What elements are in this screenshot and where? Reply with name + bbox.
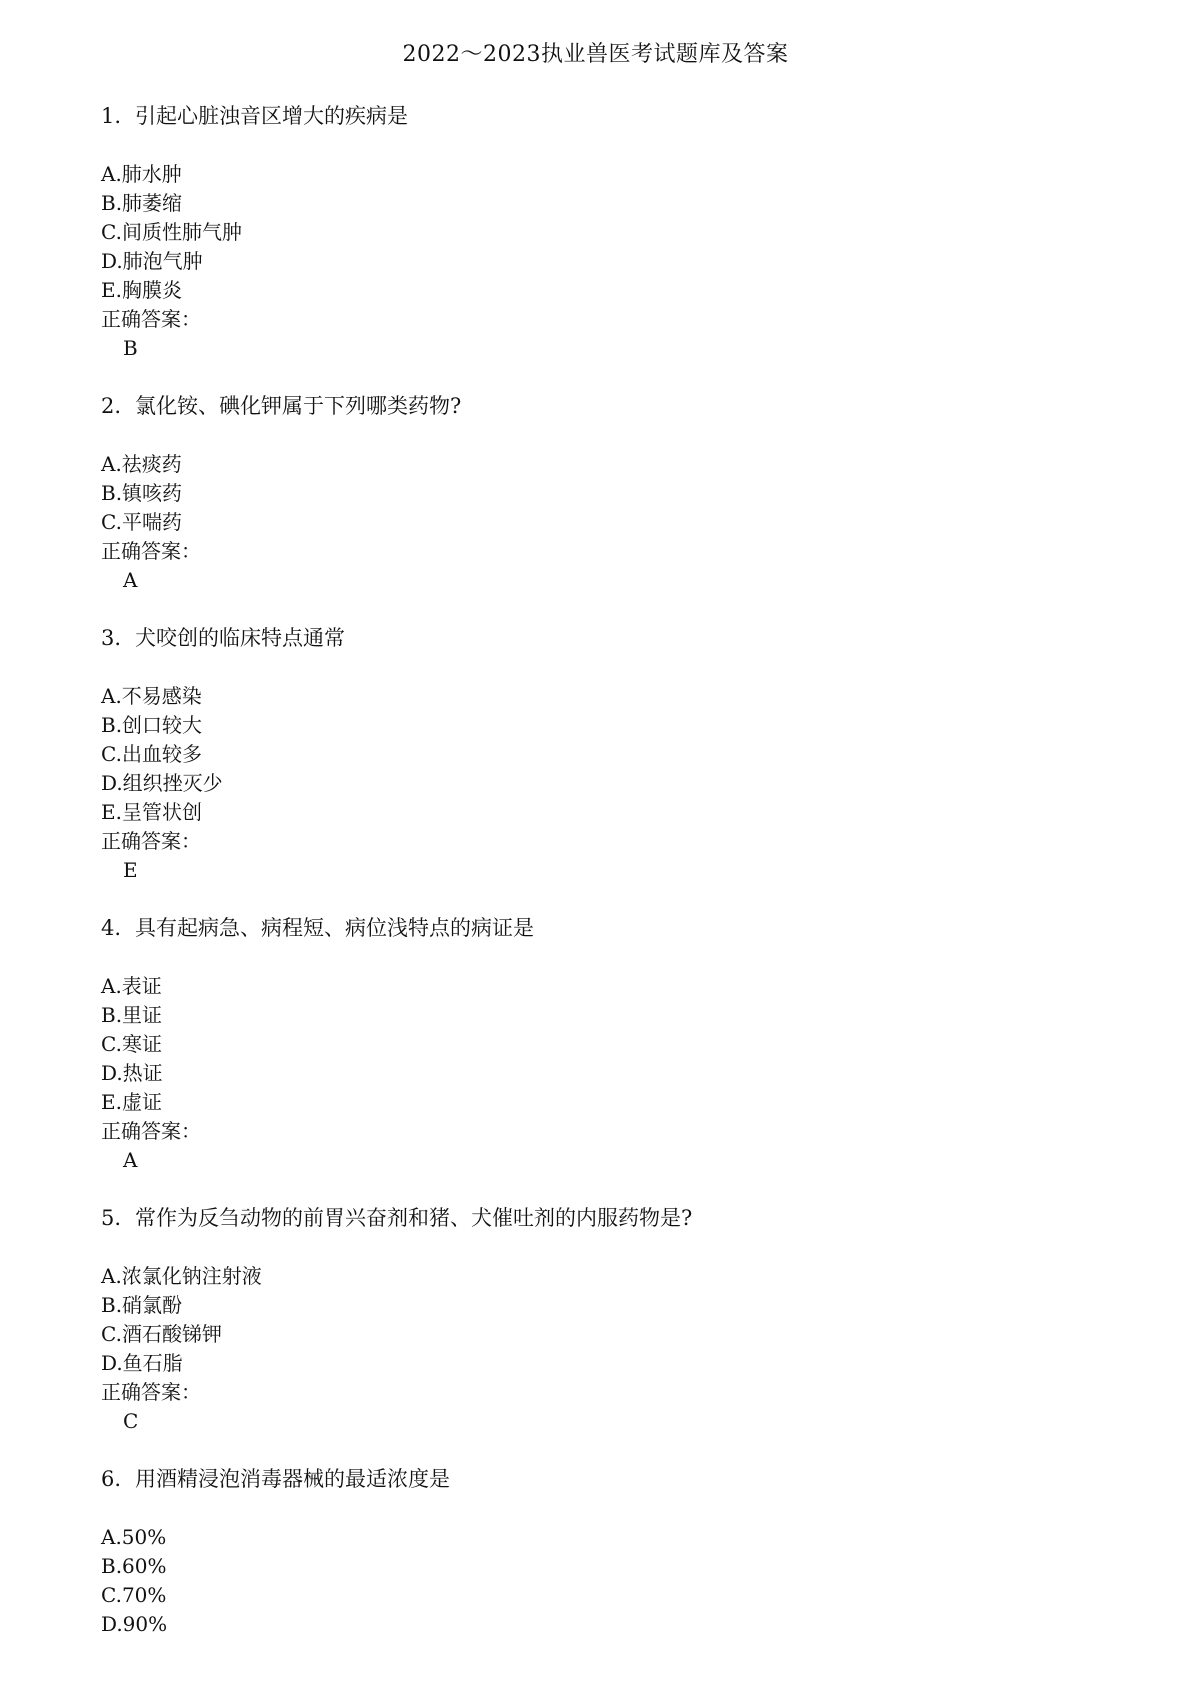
option-d: D.90% [101, 1612, 168, 1636]
option-b: B.镇咳药 [101, 481, 183, 505]
option-c: C.寒证 [101, 1032, 162, 1056]
question-item [101, 1465, 1101, 1639]
question-text: 常作为反刍动物的前胃兴奋剂和猪、犬催吐剂的内服药物是? [135, 1206, 693, 1230]
answer-value: C [123, 1409, 139, 1433]
question-stem [101, 914, 1101, 943]
question-text: 用酒精浸泡消毒器械的最适浓度是 [135, 1467, 450, 1491]
document-title: 2022～2023执业兽医考试题库及答案 [402, 42, 789, 67]
option-d: D.鱼石脂 [101, 1351, 183, 1375]
answer-value: B [123, 336, 138, 360]
answer-label: 正确答案： [101, 829, 201, 853]
option-a: A.不易感染 [101, 684, 202, 708]
answer-label: 正确答案： [101, 1119, 201, 1143]
question-list [101, 102, 1101, 1668]
option-b: B.创口较大 [101, 713, 203, 737]
option-a: A.50% [101, 1525, 167, 1549]
option-a: A.表证 [101, 974, 162, 998]
option-c: C.出血较多 [101, 742, 202, 766]
answer-label: 正确答案： [101, 307, 201, 331]
option-c: C.间质性肺气肿 [101, 220, 242, 244]
option-e: E.呈管状创 [101, 800, 202, 824]
question-text: 氯化铵、碘化钾属于下列哪类药物? [135, 394, 462, 418]
question-number: 2. [101, 394, 122, 418]
option-d: D.热证 [101, 1061, 163, 1085]
option-b: B.硝氯酚 [101, 1293, 183, 1317]
answer-value: E [123, 858, 138, 882]
option-b: B.肺萎缩 [101, 191, 183, 215]
option-b: B.里证 [101, 1003, 163, 1027]
option-e: E.胸膜炎 [101, 278, 182, 302]
question-stem [101, 1465, 1101, 1494]
question-number: 3. [101, 626, 122, 650]
option-b: B.60% [101, 1554, 167, 1578]
option-c: C.酒石酸锑钾 [101, 1322, 222, 1346]
option-a: A.祛痰药 [101, 452, 182, 476]
question-text: 犬咬创的临床特点通常 [135, 626, 345, 650]
answer-label: 正确答案： [101, 1380, 201, 1404]
question-item [101, 624, 1101, 885]
option-c: C.平喘药 [101, 510, 182, 534]
option-a: A.浓氯化钠注射液 [101, 1264, 262, 1288]
question-number: 5. [101, 1206, 122, 1230]
option-d: D.组织挫灭少 [101, 771, 223, 795]
question-item [101, 914, 1101, 1175]
question-number: 4. [101, 916, 122, 940]
option-a: A.肺水肿 [101, 162, 182, 186]
option-e: E.虚证 [101, 1090, 162, 1114]
question-text: 引起心脏浊音区增大的疾病是 [135, 104, 408, 128]
question-stem [101, 102, 1101, 131]
question-stem [101, 624, 1101, 653]
question-number: 1. [101, 104, 122, 128]
option-d: D.肺泡气肿 [101, 249, 203, 273]
question-text: 具有起病急、病程短、病位浅特点的病证是 [135, 916, 534, 940]
answer-value: A [123, 1148, 138, 1172]
question-number: 6. [101, 1467, 122, 1491]
question-item [101, 102, 1101, 363]
question-item [101, 392, 1101, 595]
question-stem [101, 392, 1101, 421]
question-item [101, 1204, 1101, 1436]
option-c: C.70% [101, 1583, 167, 1607]
answer-label: 正确答案： [101, 539, 201, 563]
answer-value: A [123, 568, 138, 592]
question-stem [101, 1204, 1101, 1233]
